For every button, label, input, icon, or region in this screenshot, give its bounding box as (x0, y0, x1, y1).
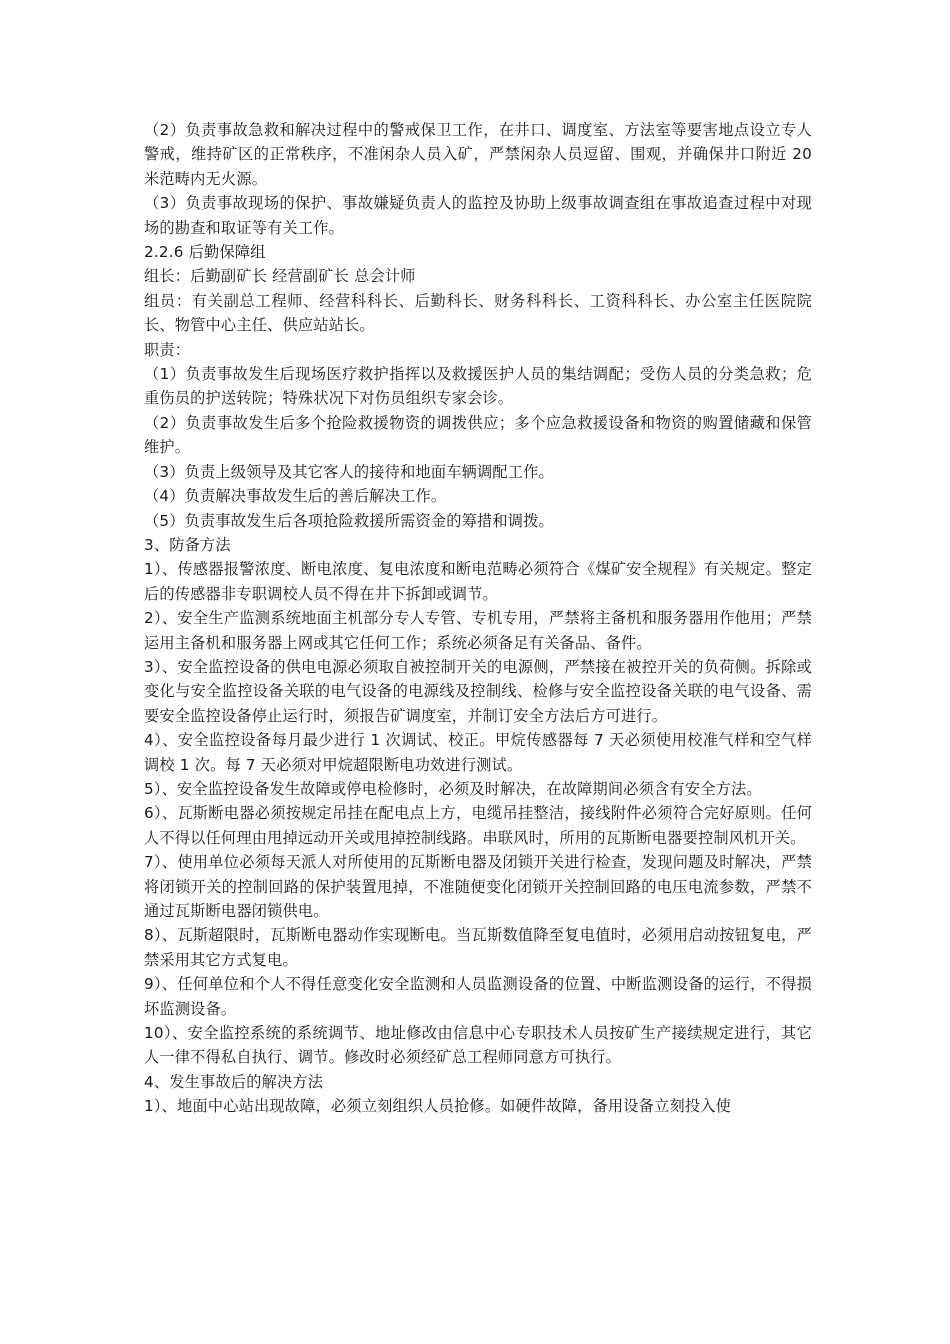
paragraph: 5）、安全监控设备发生故障或停电检修时，必须及时解决，在故障期间必须含有安全方法。 (144, 779, 762, 798)
paragraph: 4）、安全监控设备每月最少进行 1 次调试、校正。甲烷传感器每 7 天必须使用校准气样和空气样调校 1 次。每 7 天必须对甲烷超限断电功效进行测试。 (144, 731, 812, 774)
section-heading: 4、发生事故后的解决方法 (144, 1072, 324, 1091)
paragraph: 9）、任何单位和个人不得任意变化安全监测和人员监测设备的位置、中断监测设备的运行，不得损坏监测设备。 (144, 975, 812, 1018)
paragraph: 3）、安全监控设备的供电电源必须取自被控制开关的电源侧，严禁接在被控开关的负荷侧。拆除或变化与安全监控设备关联的电气设备的电源线及控制线、检修与安全监控设备关联的电气设备、需要安全监控设备停止运行时，须报告矿调度室，并制订安全方法后方可进行。 (144, 657, 812, 725)
paragraph: 7）、使用单位必须每天派人对所使用的瓦斯断电器及闭锁开关进行检查，发现问题及时解决，严禁将闭锁开关的控制回路的保护装置甩掉，不准随便变化闭锁开关控制回路的电压电流参数，严禁不通过瓦斯断电器闭锁供电。 (144, 853, 812, 920)
paragraph: 组长：后勤副矿长 经营副矿长 总会计师 (144, 267, 416, 286)
paragraph: （5）负责事故发生后各项抢险救援所需资金的筹措和调拨。 (144, 511, 554, 530)
document-page (144, 118, 812, 1119)
paragraph: 1）、传感器报警浓度、断电浓度、复电浓度和断电范畴必须符合《煤矿安全规程》有关规定。整定后的传感器非专职调校人员不得在井下拆卸或调节。 (144, 560, 812, 603)
paragraph: 1）、地面中心站出现故障，必须立刻组织人员抢修。如硬件故障，备用设备立刻投入使 (144, 1097, 731, 1116)
paragraph: （3）负责上级领导及其它客人的接待和地面车辆调配工作。 (144, 462, 554, 481)
paragraph: （2）负责事故发生后多个抢险救援物资的调拨供应；多个应急救援设备和物资的购置储藏和保管维护。 (144, 413, 812, 457)
paragraph: （2）负责事故急救和解决过程中的警戒保卫工作，在井口、调度室、方法室等要害地点设立专人警戒，维持矿区的正常秩序，不准闲杂人员入矿，严禁闲杂人员逗留、围观，并确保井口附近 20 米范畴内无火源。 (144, 121, 812, 188)
paragraph: （4）负责解决事故发生后的善后解决工作。 (144, 487, 447, 506)
paragraph: 8）、瓦斯超限时，瓦斯断电器动作实现断电。当瓦斯数值降至复电值时，必须用启动按钮复电，严禁采用其它方式复电。 (144, 926, 812, 969)
paragraph: （3）负责事故现场的保护、事故嫌疑负责人的监控及协助上级事故调查组在事故追查过程中对现场的勘查和取证等有关工作。 (144, 194, 812, 237)
paragraph: 2）、安全生产监测系统地面主机部分专人专管、专机专用，严禁将主备机和服务器用作他用；严禁运用主备机和服务器上网或其它任何工作；系统必须备足有关备品、备件。 (144, 609, 812, 652)
paragraph: 组员：有关副总工程师、经营科科长、后勤科长、财务科科长、工资科科长、办公室主任医院院长、物管中心主任、供应站站长。 (144, 291, 812, 335)
section-heading: 3、防备方法 (144, 535, 231, 554)
paragraph: （1）负责事故发生后现场医疗救护指挥以及救援医护人员的集结调配；受伤人员的分类急救；危重伤员的护送转院；特殊状况下对伤员组织专家会诊。 (144, 365, 812, 408)
section-heading: 2.2.6 后勤保障组 (144, 243, 266, 262)
paragraph: 6）、瓦斯断电器必须按规定吊挂在配电点上方，电缆吊挂整洁，接线附件必须符合完好原则。任何人不得以任何理由甩掉远动开关或甩掉控制线路。串联风时，所用的瓦斯断电器要控制风机开关。 (144, 804, 812, 847)
paragraph: 10）、安全监控系统的系统调节、地址修改由信息中心专职技术人员按矿生产接续规定进行，其它人一律不得私自执行、调节。修改时必须经矿总工程师同意方可执行。 (144, 1024, 812, 1067)
paragraph: 职责： (144, 340, 191, 359)
